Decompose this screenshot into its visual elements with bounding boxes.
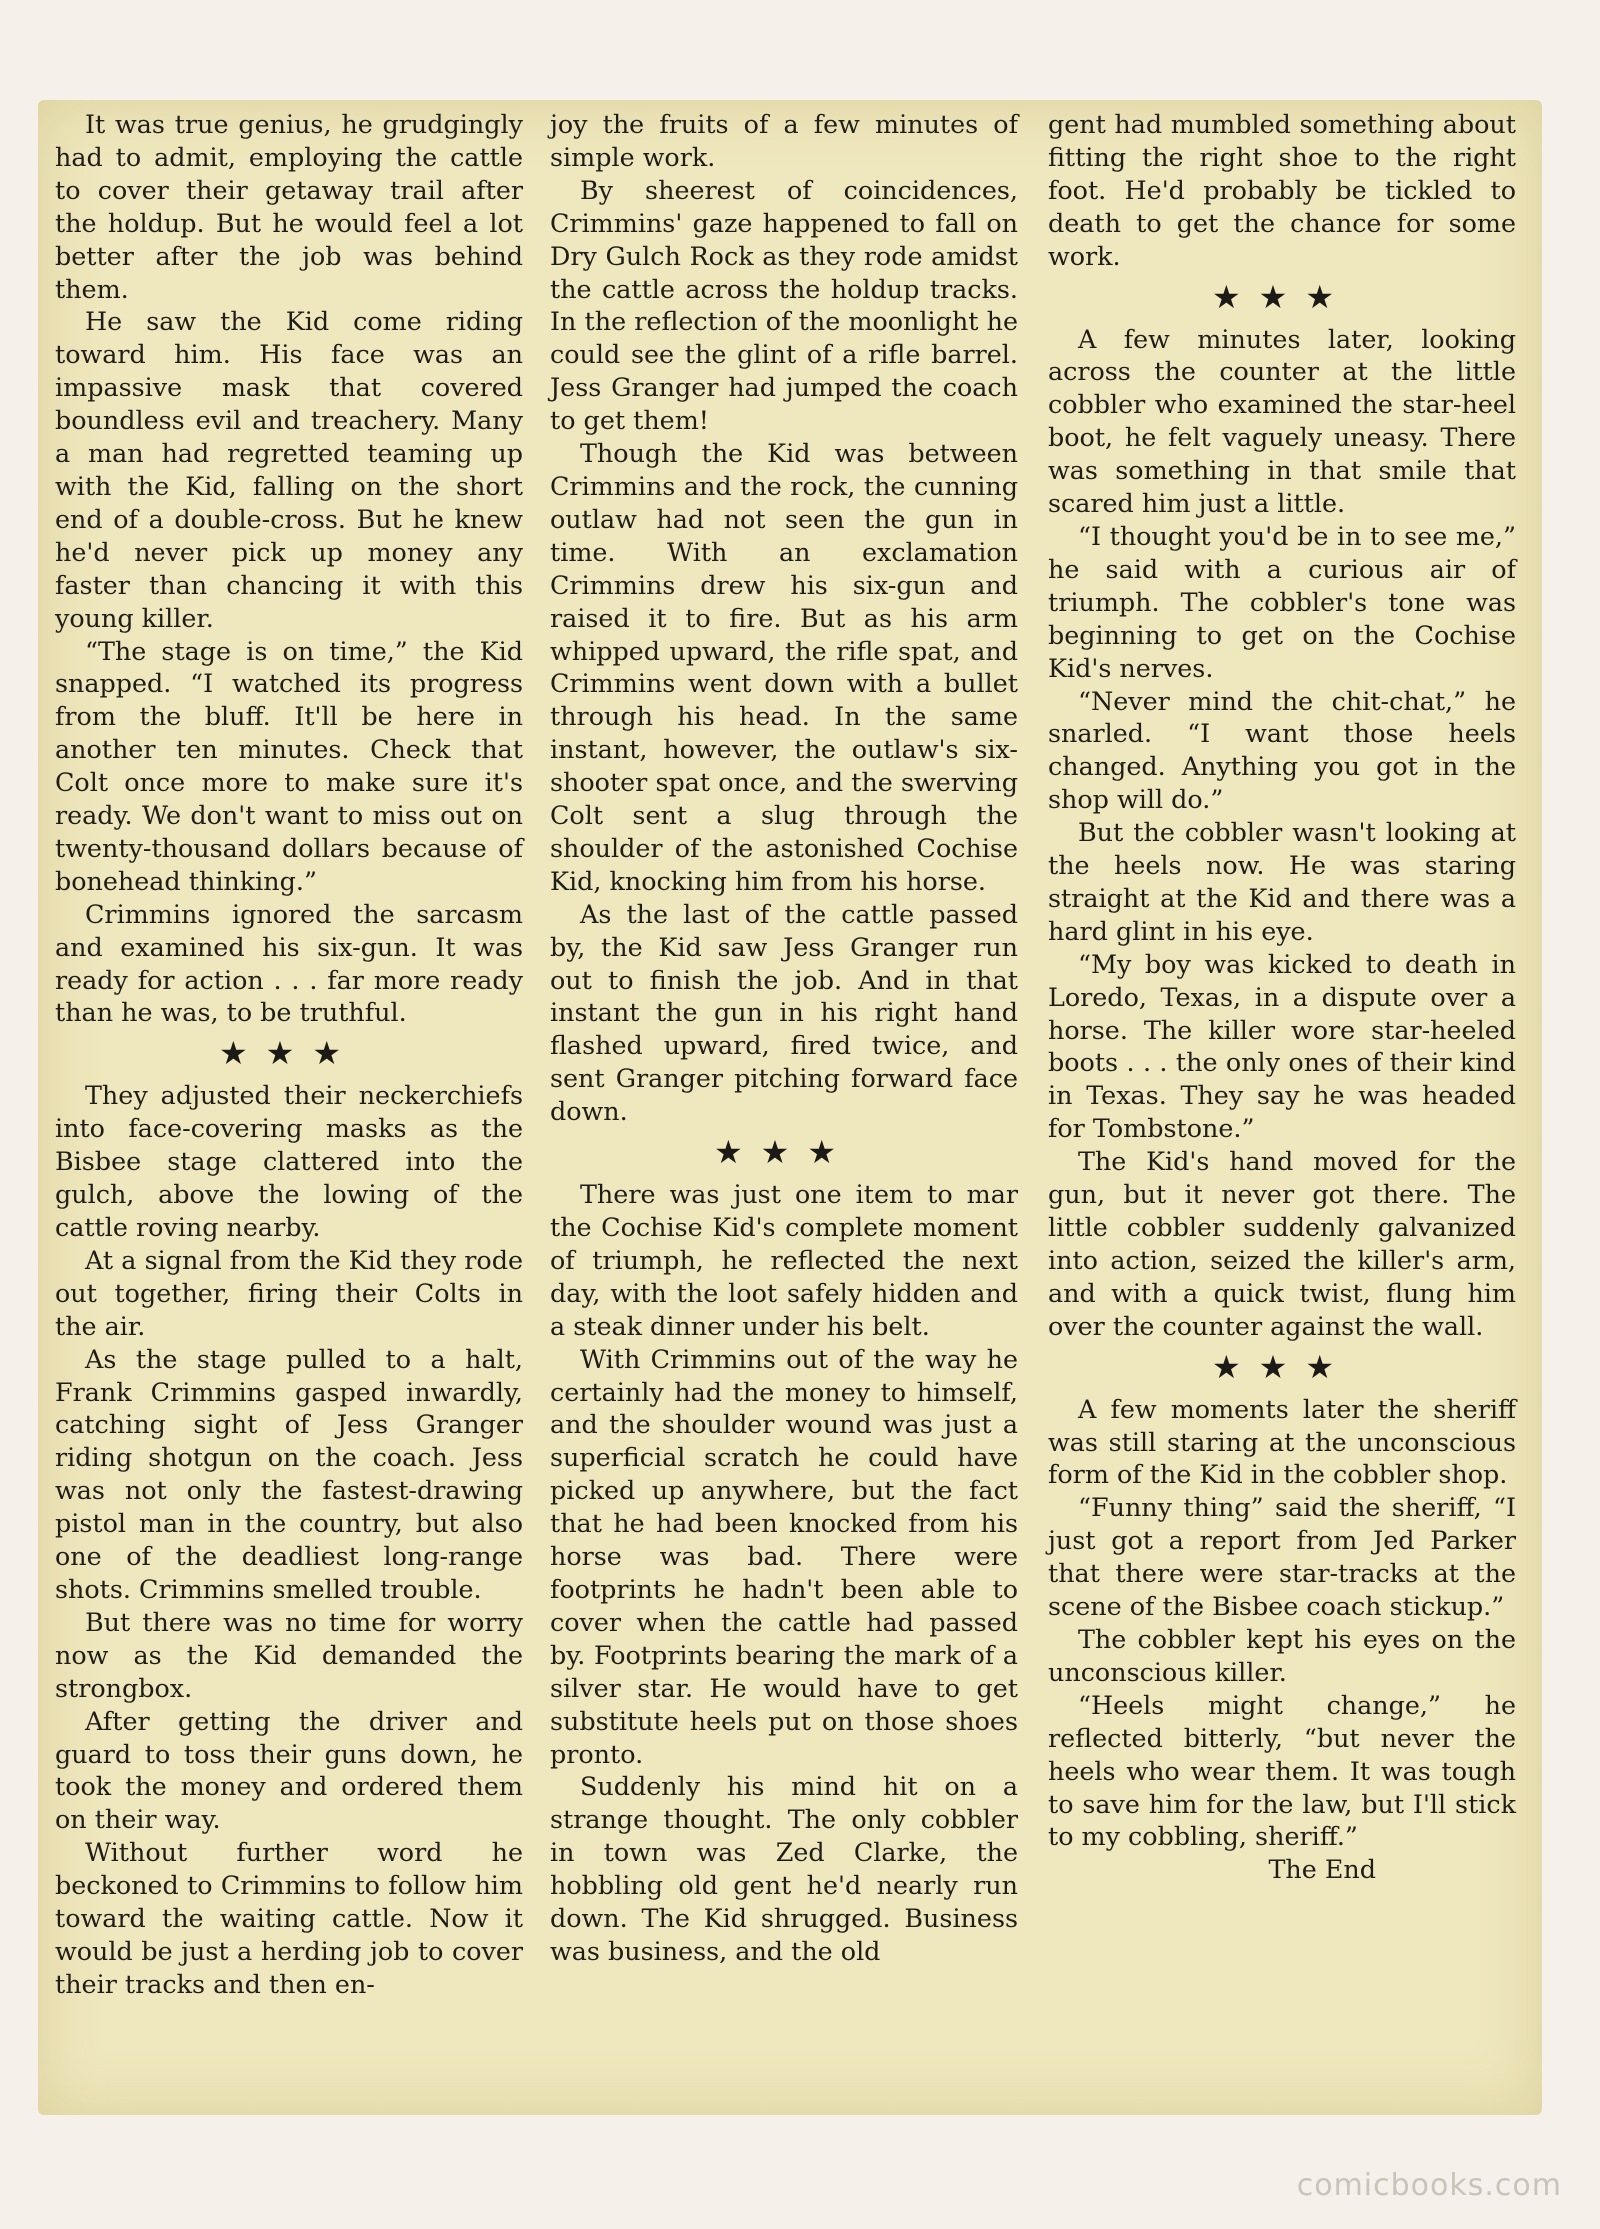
paragraph: As the last of the cattle passed by, the Kid saw Jess Granger run out to finish the job. And in that instant the gun in his right hand flashed upward, fired twice, and sent Granger pitching forward face down. <box>550 898 1018 1127</box>
paragraph: Crimmins ignored the sarcasm and examined his six-gun. It was ready for action . . . far more ready than he was, to be truthful. <box>55 898 523 1028</box>
paragraph: “My boy was kicked to death in Loredo, Texas, in a dispute over a horse. The killer wore star-heeled boots . . . the only ones of their kind in Texas. They say he was headed for Tombstone.” <box>1048 948 1516 1144</box>
paragraph: With Crimmins out of the way he certainly had the money to himself, and the shoulder wound was just a superficial scratch he could have picked up anywhere, but the fact that he had been knocked from his horse was bad. There were footprints he hadn't been able to cover when the cattle had passed by. Footprints bearing the mark of a silver star. He would have to get substitute heels put on those shoes pronto. <box>550 1343 1018 1769</box>
paragraph: A few moments later the sheriff was still staring at the unconscious form of the Kid in the cobbler shop. <box>1048 1393 1516 1490</box>
paragraph: joy the fruits of a few minutes of simple work. <box>550 109 1018 172</box>
paragraph: Suddenly his mind hit on a strange thought. The only cobbler in town was Zed Clarke, the hobbling old gent he'd nearly run down. The Kid shrugged. Business was business, and the old <box>550 1771 1018 1966</box>
section-break-stars: ★★★ <box>1211 277 1353 316</box>
section-break-stars: ★★★ <box>1211 1347 1353 1386</box>
paragraph: Without further word he beckoned to Crimmins to follow him toward the waiting cattle. Now it would be just a herding job to cover their tracks and then en- <box>55 1837 523 1999</box>
paragraph: There was just one item to mar the Cochise Kid's complete moment of triumph, he reflected the next day, with the loot safely hidden and a steak dinner under his belt. <box>550 1179 1018 1341</box>
paragraph: It was true genius, he grudgingly had to admit, employing the cattle to cover their getaway trail after the holdup. But he would feel a lot better after the job was behind them. <box>55 109 523 304</box>
the-end-label: The End <box>1268 1854 1376 1885</box>
paragraph: As the stage pulled to a halt, Frank Crimmins gasped inwardly, catching sight of Jess Granger riding shotgun on the coach. Jess was not only the fastest-drawing pistol man in the country, but also one of the deadliest long-range shots. Crimmins smelled trouble. <box>55 1343 523 1604</box>
paragraph: gent had mumbled something about fitting the right shoe to the right foot. He'd probably be tickled to death to get the chance for some work. <box>1048 109 1516 271</box>
paragraph: “Heels might change,” he reflected bitterly, “but never the heels who wear them. It was tough to save him for the law, but I'll stick to my cobbling, sheriff.” <box>1048 1689 1516 1852</box>
paragraph: The cobbler kept his eyes on the unconscious killer. <box>1048 1623 1516 1687</box>
paragraph: “Never mind the chit-chat,” he snarled. “I want those heels changed. Anything you got in the shop will do.” <box>1048 685 1516 815</box>
paragraph: He saw the Kid come riding toward him. His face was an impassive mask that covered boundless evil and treachery. Many a man had regretted teaming up with the Kid, falling on the short end of a double-cross. But he knew he'd never pick up money any faster than chancing it with this young killer. <box>55 306 523 633</box>
text-column-1 <box>55 108 523 2098</box>
section-break-stars: ★★★ <box>218 1034 360 1073</box>
paragraph: At a signal from the Kid they rode out together, firing their Colts in the air. <box>55 1244 523 1341</box>
watermark: comicbooks.com <box>1296 2168 1562 2203</box>
paragraph: They adjusted their neckerchiefs into face-covering masks as the Bisbee stage clattered into the gulch, above the lowing of the cattle roving nearby. <box>55 1080 523 1242</box>
paragraph: The Kid's hand moved for the gun, but it never got there. The little cobbler suddenly galvanized into action, seized the killer's arm, and with a quick twist, flung him over the counter against the wall. <box>1048 1146 1516 1341</box>
paragraph: By sheerest of coincidences, Crimmins' gaze happened to fall on Dry Gulch Rock as they rode amidst the cattle across the holdup tracks. In the reflection of the moonlight he could see the glint of a rifle barrel. Jess Granger had jumped the coach to get them! <box>550 174 1018 436</box>
paragraph: “I thought you'd be in to see me,” he said with a curious air of triumph. The cobbler's tone was beginning to get on the Cochise Kid's nerves. <box>1048 520 1516 683</box>
paragraph: A few minutes later, looking across the counter at the little cobbler who examined the star-heel boot, he felt vaguely uneasy. There was something in that smile that scared him just a little. <box>1048 323 1516 519</box>
paragraph: “The stage is on time,” the Kid snapped. “I watched its progress from the bluff. It'll be here in another ten minutes. Check that Colt once more to make sure it's ready. We don't want to miss out on twenty-thousand dollars because of bonehead thinking.” <box>55 635 523 896</box>
text-column-3 <box>1048 108 1516 2098</box>
paragraph: “Funny thing” said the sheriff, “I just got a report from Jed Parker that there were star-tracks at the scene of the Bisbee coach stickup.” <box>1048 1492 1516 1622</box>
text-column-2 <box>550 108 1018 2098</box>
paragraph: After getting the driver and guard to toss their guns down, he took the money and ordered them on their way. <box>55 1705 523 1835</box>
paragraph: But the cobbler wasn't looking at the heels now. He was staring straight at the Kid and there was a hard glint in his eye. <box>1048 817 1516 946</box>
section-break-stars: ★★★ <box>713 1133 855 1172</box>
paragraph: Though the Kid was between Crimmins and the rock, the cunning outlaw had not seen the gun in time. With an exclamation Crimmins drew his six-gun and raised it to fire. But as his arm whipped upward, the rifle spat, and Crimmins went down with a bullet through his head. In the same instant, however, the outlaw's six-shooter spat once, and the swerving Colt sent a slug through the shoulder of the astonished Cochise Kid, knocking him from his horse. <box>550 438 1018 896</box>
paragraph: But there was no time for worry now as the Kid demanded the strongbox. <box>55 1606 523 1703</box>
